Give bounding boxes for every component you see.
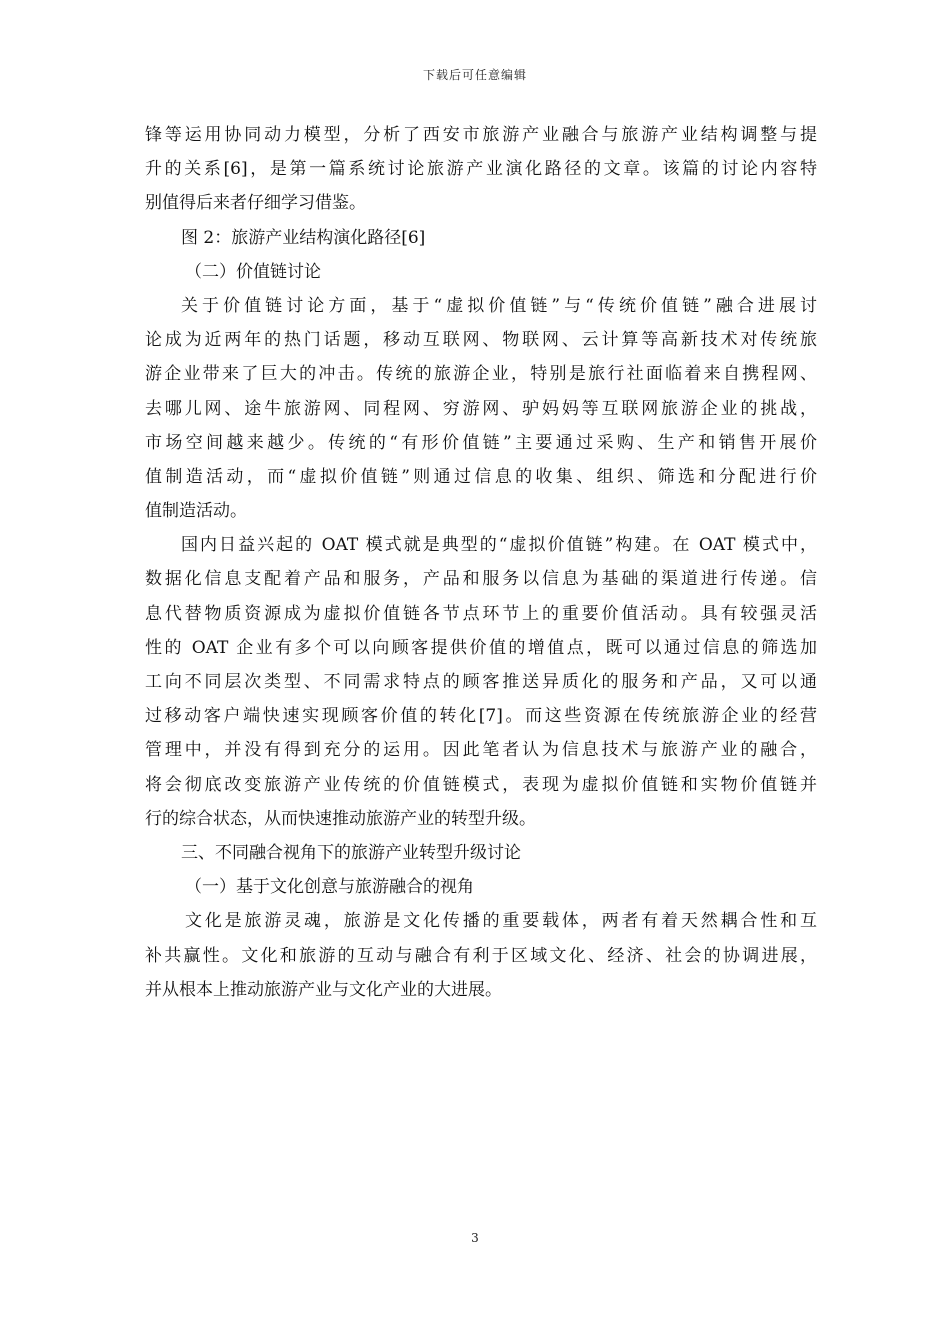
paragraph-line: 市场空间越来越少。传统的“有形价值链”主要通过采购、生产和销售开展价	[145, 432, 817, 453]
paragraph-line: 并从根本上推动旅游产业与文化产业的大进展。	[145, 979, 502, 1000]
paragraph-line: 性的 OAT 企业有多个可以向顾客提供价值的增值点，既可以通过信息的筛选加	[145, 637, 817, 658]
page-header: 下载后可任意编辑	[422, 68, 527, 82]
paragraph-line: 数据化信息支配着产品和服务，产品和服务以信息为基础的渠道进行传递。信	[145, 569, 817, 590]
paragraph-line: 息代替物质资源成为虚拟价值链各节点环节上的重要价值活动。具有较强灵活	[145, 603, 817, 624]
figure-caption: 图 2：旅游产业结构演化路径[6]	[181, 227, 426, 248]
paragraph-line: 文化是旅游灵魂，旅游是文化传播的重要载体，两者有着天然耦合性和互	[185, 911, 817, 932]
document-body	[145, 118, 817, 1007]
paragraph-line: 游企业带来了巨大的冲击。传统的旅游企业，特别是旅行社面临着来自携程网、	[145, 364, 817, 385]
paragraph-line: 工向不同层次类型、不同需求特点的顾客推送异质化的服务和产品，又可以通	[145, 672, 817, 692]
paragraph-line: 论成为近两年的热门话题，移动互联网、物联网、云计算等高新技术对传统旅	[145, 330, 817, 351]
paragraph-line: 补共赢性。文化和旅游的互动与融合有利于区域文化、经济、社会的协调进展，	[145, 945, 817, 966]
paragraph-line: 管理中，并没有得到充分的运用。因此笔者认为信息技术与旅游产业的融合，	[145, 740, 817, 761]
section-heading: （二）价值链讨论	[185, 261, 321, 282]
paragraph-line: 锋等运用协同动力模型，分析了西安市旅游产业融合与旅游产业结构调整与提	[145, 125, 817, 145]
paragraph-line: 关于价值链讨论方面，基于“虚拟价值链”与“传统价值链”融合进展讨	[181, 295, 817, 316]
paragraph-line: 国内日益兴起的 OAT 模式就是典型的“虚拟价值链”构建。在 OAT 模式中，	[181, 535, 817, 556]
subsection-heading: （一）基于文化创意与旅游融合的视角	[185, 877, 474, 898]
paragraph-line: 别值得后来者仔细学习借鉴。	[145, 193, 366, 214]
paragraph-line: 过移动客户端快速实现顾客价值的转化[7]。而这些资源在传统旅游企业的经营	[145, 706, 817, 727]
paragraph-line: 将会彻底改变旅游产业传统的价值链模式，表现为虚拟价值链和实物价值链并	[145, 774, 817, 795]
paragraph-line: 值制造活动。	[145, 501, 247, 522]
paragraph-line: 值制造活动，而“虚拟价值链”则通过信息的收集、组织、筛选和分配进行价	[145, 466, 817, 487]
page-number: 3	[471, 1231, 479, 1245]
paragraph-line: 行的综合状态，从而快速推动旅游产业的转型升级。	[145, 808, 536, 829]
section-heading: 三、不同融合视角下的旅游产业转型升级讨论	[181, 842, 521, 863]
paragraph-line: 去哪儿网、途牛旅游网、同程网、穷游网、驴妈妈等互联网旅游企业的挑战，	[145, 398, 817, 419]
paragraph-line: 升的关系[6]，是第一篇系统讨论旅游产业演化路径的文章。该篇的讨论内容特	[145, 159, 817, 180]
